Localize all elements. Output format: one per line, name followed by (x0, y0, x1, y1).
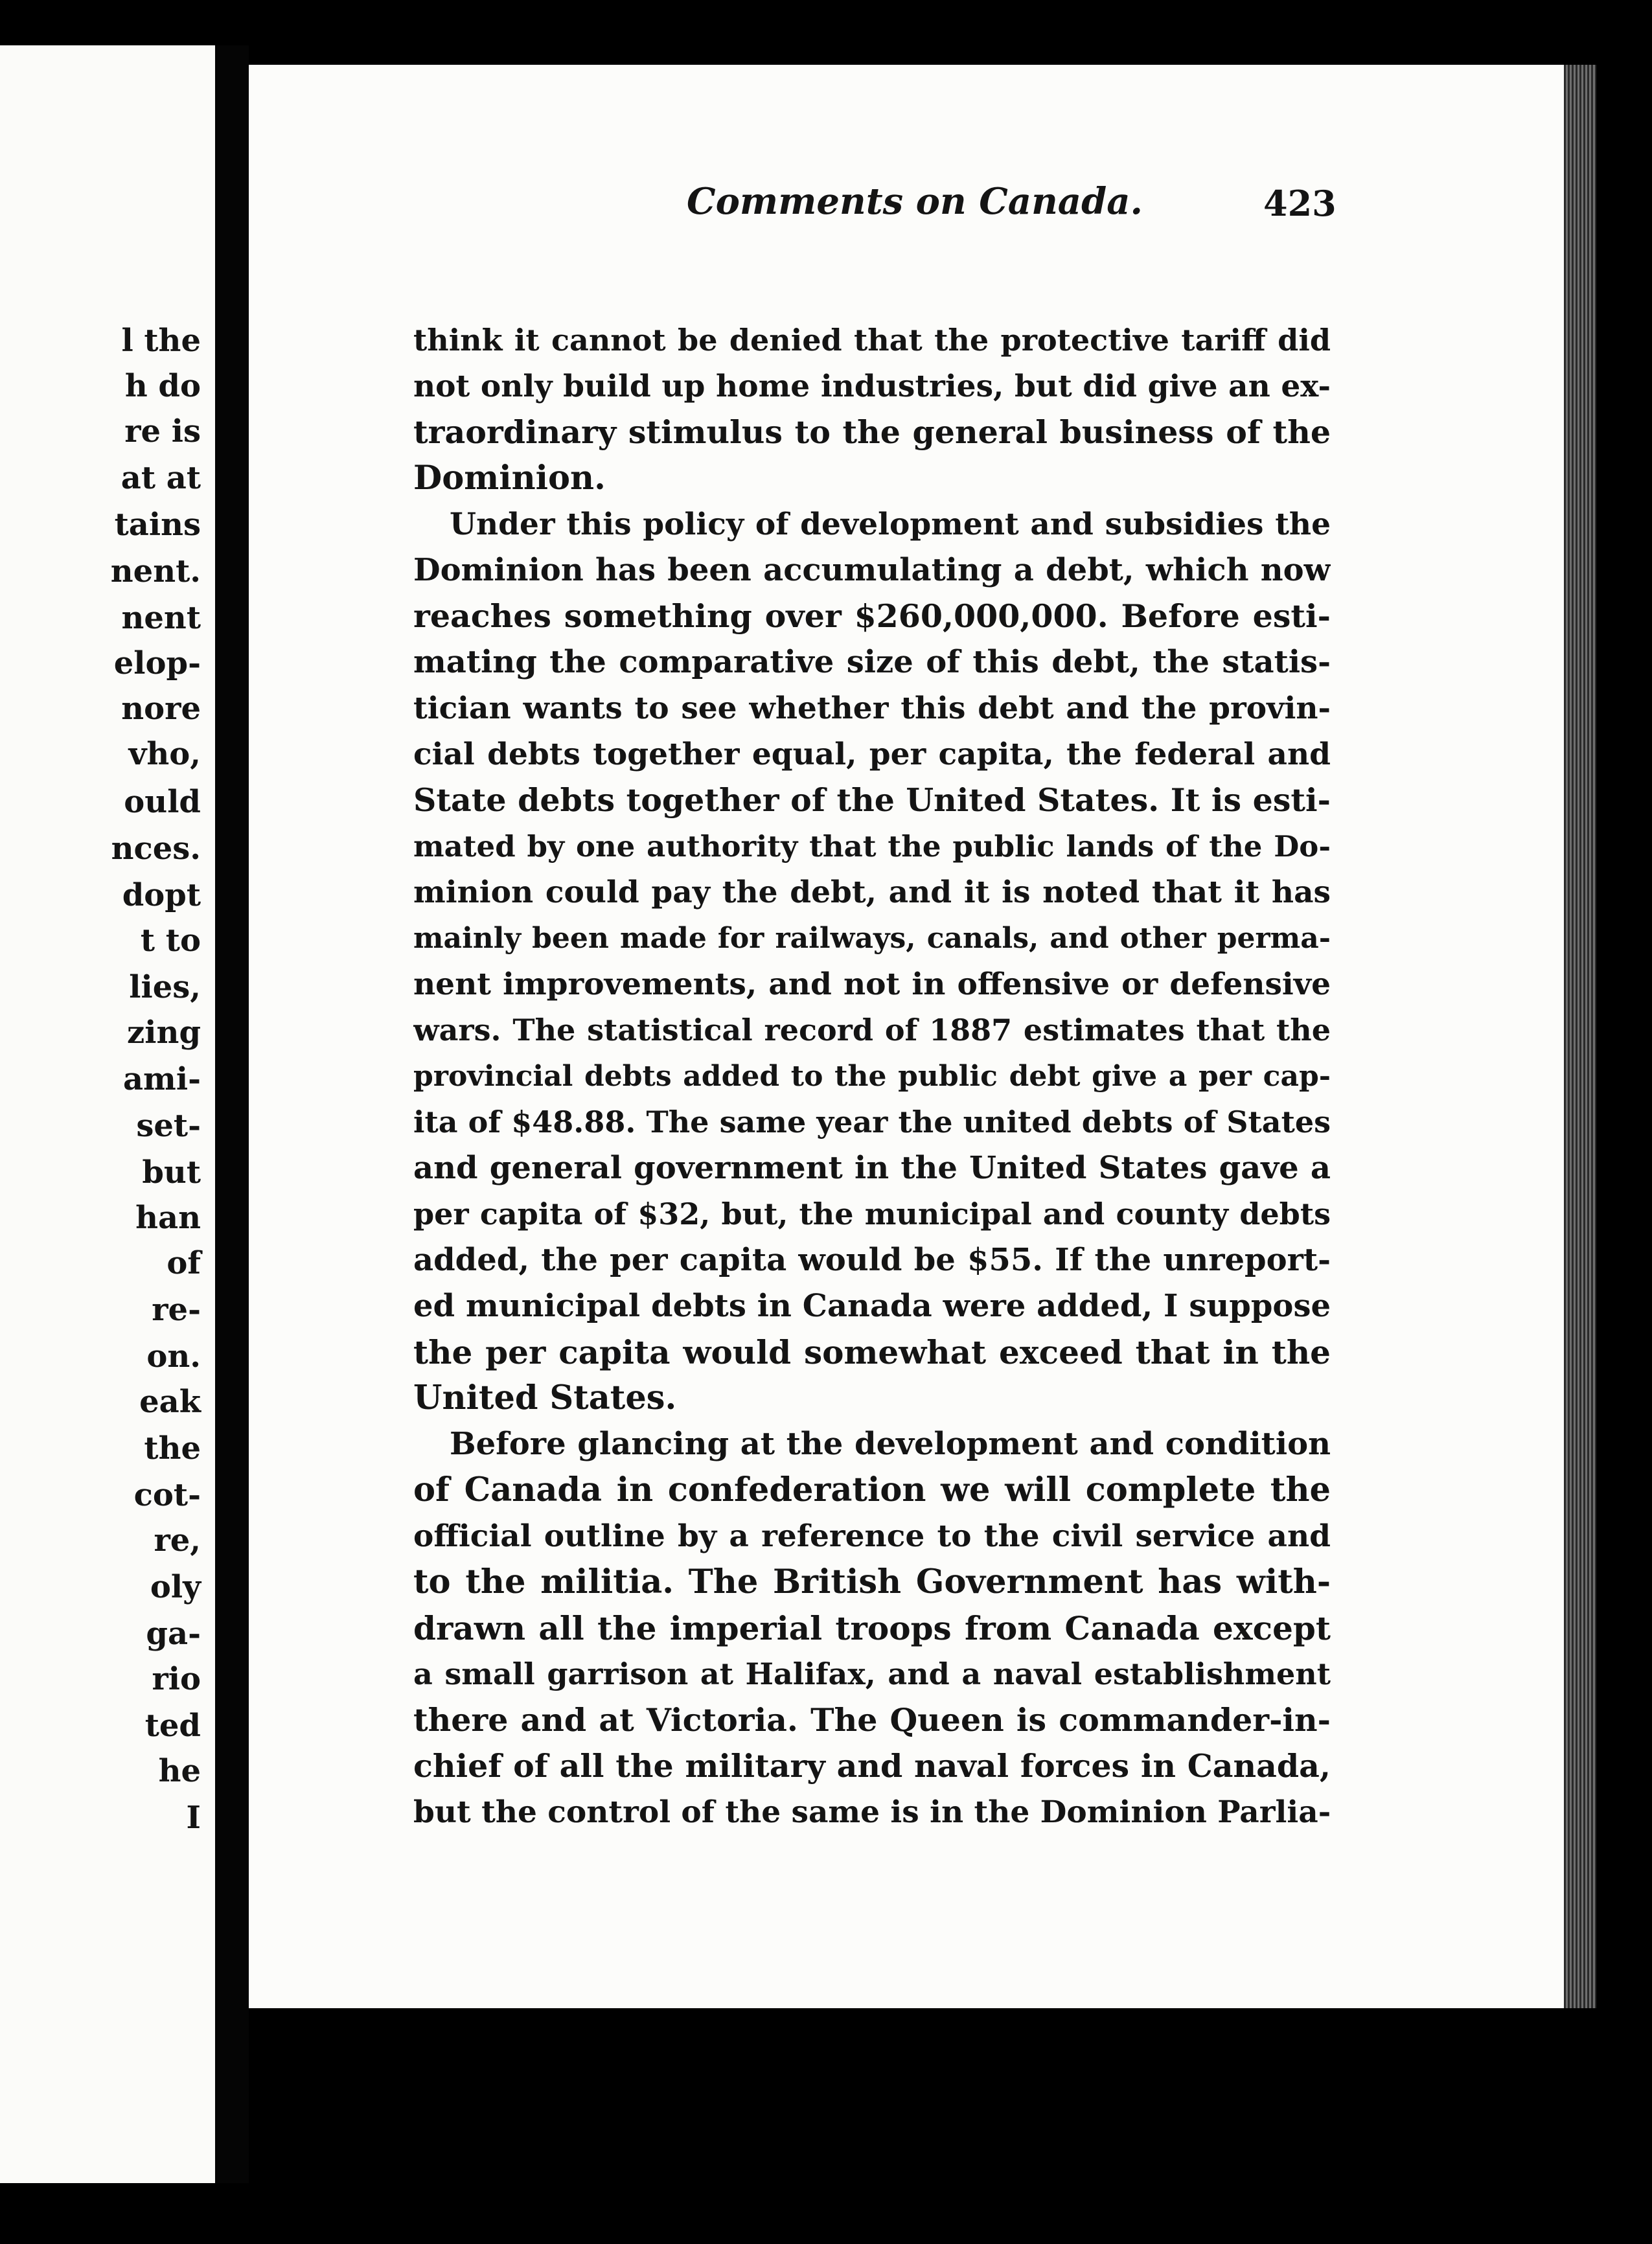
text-line: cial debts together equal, per capita, the federal and (413, 737, 1331, 772)
running-head: Comments on Canada. (687, 180, 1143, 223)
paragraph (413, 501, 1331, 1421)
left-page-line: oly (150, 1569, 201, 1605)
text-line: wars. The statistical record of 1887 estimates that the (413, 1013, 1331, 1048)
body-text (413, 317, 1331, 1835)
text-line: Before glancing at the development and condition (450, 1426, 1331, 1462)
left-page-line: set- (136, 1108, 201, 1144)
left-page-line: he (158, 1753, 201, 1789)
text-line: the per capita would somewhat exceed that in the (413, 1333, 1331, 1371)
left-page-line: dopt (122, 877, 201, 913)
text-line: tician wants to see whether this debt and the provin- (413, 691, 1331, 726)
text-line: nent improvements, and not in offensive or defensive (413, 967, 1331, 1002)
left-page-line: I (186, 1800, 201, 1836)
left-page-line: nent (121, 600, 201, 636)
left-page-line: ted (144, 1708, 201, 1744)
left-page-line: elop- (113, 645, 201, 681)
text-line: per capita of $32, but, the municipal and county debts (413, 1196, 1331, 1231)
left-page-line: the (144, 1430, 201, 1467)
left-page-line: of (166, 1245, 201, 1281)
left-page-line: ga- (146, 1616, 201, 1652)
left-page-line: on. (146, 1338, 201, 1375)
left-page-line: l the (121, 323, 201, 359)
text-line: to the militia. The British Government has with- (413, 1563, 1331, 1601)
text-line: of Canada in confederation we will complete the (413, 1471, 1331, 1509)
left-page-line: h do (124, 368, 201, 404)
text-line: mating the comparative size of this debt, the statis- (413, 644, 1331, 680)
left-page-line: rio (152, 1661, 201, 1697)
text-line: provincial debts added to the public debt give a per cap- (413, 1060, 1331, 1093)
text-line: Dominion has been accumulating a debt, which now (413, 552, 1331, 588)
text-line: think it cannot be denied that the protective tariff did (413, 323, 1331, 358)
left-page-line: han (135, 1200, 201, 1236)
text-line: minion could pay the debt, and it is noted that it has (413, 875, 1331, 910)
left-page-line: eak (139, 1384, 201, 1420)
text-line: mated by one authority that the public lands of the Do- (413, 829, 1331, 864)
text-line: ita of $48.88. The same year the united debts of States (413, 1105, 1331, 1139)
left-page-line: nces. (111, 830, 201, 867)
text-line: added, the per capita would be $55. If the unreport- (413, 1242, 1331, 1278)
left-page-line: re- (152, 1292, 201, 1328)
paragraph (413, 1421, 1331, 1835)
text-line: but the control of the same is in the Dominion Parlia- (413, 1794, 1331, 1830)
left-page-line: tains (114, 507, 201, 543)
text-line: Under this policy of development and subsidies the (450, 507, 1331, 542)
left-page-line: ould (124, 784, 201, 820)
text-line: State debts together of the United States. It is esti- (413, 781, 1331, 819)
text-line: chief of all the military and naval forces in Canada, (413, 1747, 1331, 1785)
text-line: mainly been made for railways, canals, and other perma- (413, 922, 1331, 955)
book-gutter (215, 45, 249, 2183)
text-line: ed municipal debts in Canada were added, I suppose (413, 1288, 1331, 1324)
text-line: there and at Victoria. The Queen is commander-in- (413, 1701, 1331, 1739)
left-page-line: ami- (122, 1061, 201, 1097)
left-page-line: nent. (110, 553, 201, 590)
text-line: not only build up home industries, but did give an ex- (413, 369, 1331, 404)
text-line: traordinary stimulus to the general business of the (413, 413, 1331, 451)
paragraph (413, 317, 1331, 501)
text-line: United States. (413, 1379, 677, 1417)
left-page-line: vho, (128, 736, 201, 772)
text-line: Dominion. (413, 459, 606, 498)
left-page-line: re, (154, 1522, 201, 1559)
left-page-line: t to (140, 922, 201, 959)
text-line: and general government in the United States gave a (413, 1150, 1331, 1186)
left-page-line: but (142, 1154, 201, 1191)
left-page-line: lies, (129, 969, 201, 1005)
left-page-line: re is (124, 413, 201, 450)
left-page-line: at at (120, 460, 201, 496)
left-page-line: zing (127, 1014, 201, 1051)
text-line: a small garrison at Halifax, and a naval establishment (413, 1656, 1331, 1691)
text-line: drawn all the imperial troops from Canada except (413, 1609, 1331, 1647)
left-page (0, 45, 215, 2183)
text-line: reaches something over $260,000,000. Before esti- (413, 597, 1331, 635)
page-number: 423 (1263, 183, 1337, 224)
left-page-line: nore (121, 691, 201, 727)
page-edge (1564, 65, 1596, 2008)
left-page-line: cot- (133, 1477, 201, 1513)
text-line: official outline by a reference to the civil service and (413, 1518, 1331, 1554)
